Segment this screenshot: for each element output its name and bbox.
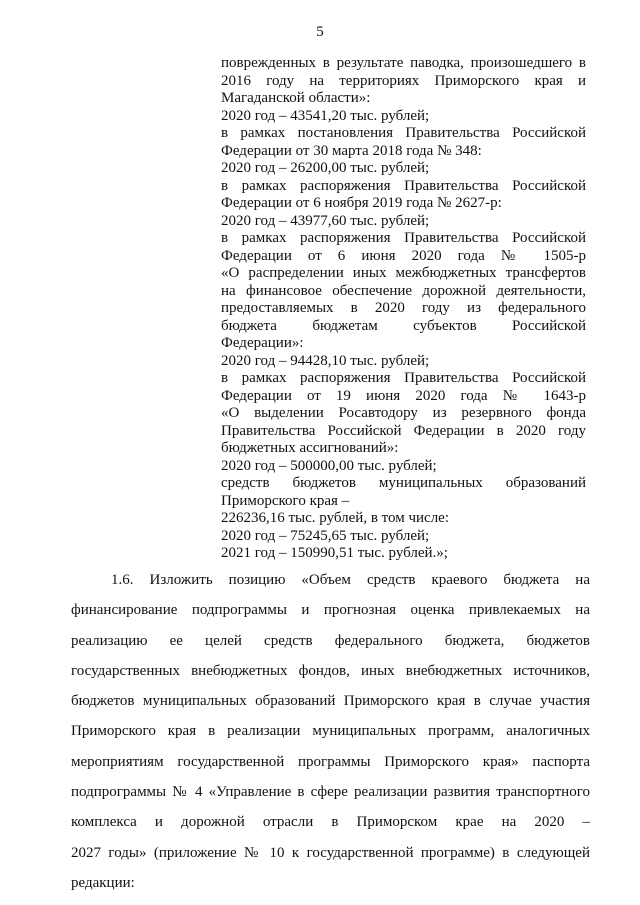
indented-block-line: Федерации от 6 июня 2020 года № 1505-р <box>221 247 586 264</box>
indented-block-line: 2020 год – 43977,60 тыс. рублей; <box>221 212 430 229</box>
paragraph-line: 2027 годы» (приложение № 10 к государственной программе) в следующей <box>71 844 590 861</box>
paragraph-line: финансирование подпрограммы и прогнозная оценка привлекаемых на <box>71 602 590 619</box>
indented-block-line: «О выделении Росавтодору из резервного фонда <box>221 405 586 421</box>
indented-block-line: 2021 год – 150990,51 тыс. рублей.»; <box>221 545 448 561</box>
indented-block-line: в рамках распоряжения Правительства Российской <box>221 370 586 386</box>
indented-block-line: «О распределении иных межбюджетных трансфертов <box>221 265 586 281</box>
indented-block-line: 2020 год – 500000,00 тыс. рублей; <box>221 457 437 474</box>
main-paragraph <box>71 565 590 898</box>
paragraph-line: государственных внебюджетных фондов, иных внебюджетных источников, <box>71 662 590 679</box>
indented-block-line: 2020 год – 26200,00 тыс. рублей; <box>221 160 430 176</box>
indented-block-line: Магаданской области»: <box>221 90 371 106</box>
paragraph-line: подпрограммы № 4 «Управление в сфере реализации развития транспортного <box>71 784 590 801</box>
indented-block-line: Федерации»: <box>221 335 304 351</box>
paragraph-line: 1.6. Изложить позицию «Объем средств краевого бюджета на <box>111 572 590 588</box>
indented-block-line: на финансовое обеспечение дорожной деятельности, <box>221 282 586 299</box>
paragraph-line: мероприятиям государственной программы Приморского края» паспорта <box>71 753 590 770</box>
indented-block-line: бюджета бюджетам субъектов Российской <box>221 317 586 334</box>
indented-block-line: в рамках распоряжения Правительства Российской <box>221 230 586 246</box>
indented-block-line: Федерации от 30 марта 2018 года № 348: <box>221 142 482 159</box>
indented-block-line: средств бюджетов муниципальных образований <box>221 475 586 491</box>
paragraph-line: реализацию ее целей средств федерального бюджета, бюджетов <box>71 632 590 649</box>
indented-block-line: в рамках распоряжения Правительства Российской <box>221 177 586 194</box>
indented-block-line: предоставляемых в 2020 году из федерального <box>221 300 586 316</box>
indented-block-line: Федерации от 6 ноября 2019 года № 2627-р: <box>221 195 502 211</box>
indented-block-line: Приморского края – <box>221 492 350 509</box>
indented-block-line: 2020 год – 43541,20 тыс. рублей; <box>221 107 430 124</box>
paragraph-line: редакции: <box>71 874 135 891</box>
indented-block-line: 2020 год – 75245,65 тыс. рублей; <box>221 527 430 544</box>
paragraph-line: Приморского края в реализации муниципальных программ, аналогичных <box>71 723 590 740</box>
indented-block <box>221 55 586 563</box>
indented-block-line: Правительства Российской Федерации в 2020 году <box>221 422 586 439</box>
paragraph-line: бюджетов муниципальных образований Приморского края в случае участия <box>71 693 590 710</box>
indented-block-line: поврежденных в результате паводка, произошедшего в <box>221 55 586 71</box>
indented-block-line: в рамках постановления Правительства Российской <box>221 125 586 141</box>
page-number: 5 <box>316 24 324 40</box>
indented-block-line: 226236,16 тыс. рублей, в том числе: <box>221 510 450 526</box>
indented-block-line: 2016 году на территориях Приморского края и <box>221 72 586 89</box>
indented-block-line: 2020 год – 94428,10 тыс. рублей; <box>221 352 430 369</box>
indented-block-line: Федерации от 19 июня 2020 года № 1643-р <box>221 387 586 404</box>
paragraph-line: комплекса и дорожной отрасли в Приморском крае на 2020 – <box>71 814 590 831</box>
indented-block-line: бюджетных ассигнований»: <box>221 440 399 456</box>
